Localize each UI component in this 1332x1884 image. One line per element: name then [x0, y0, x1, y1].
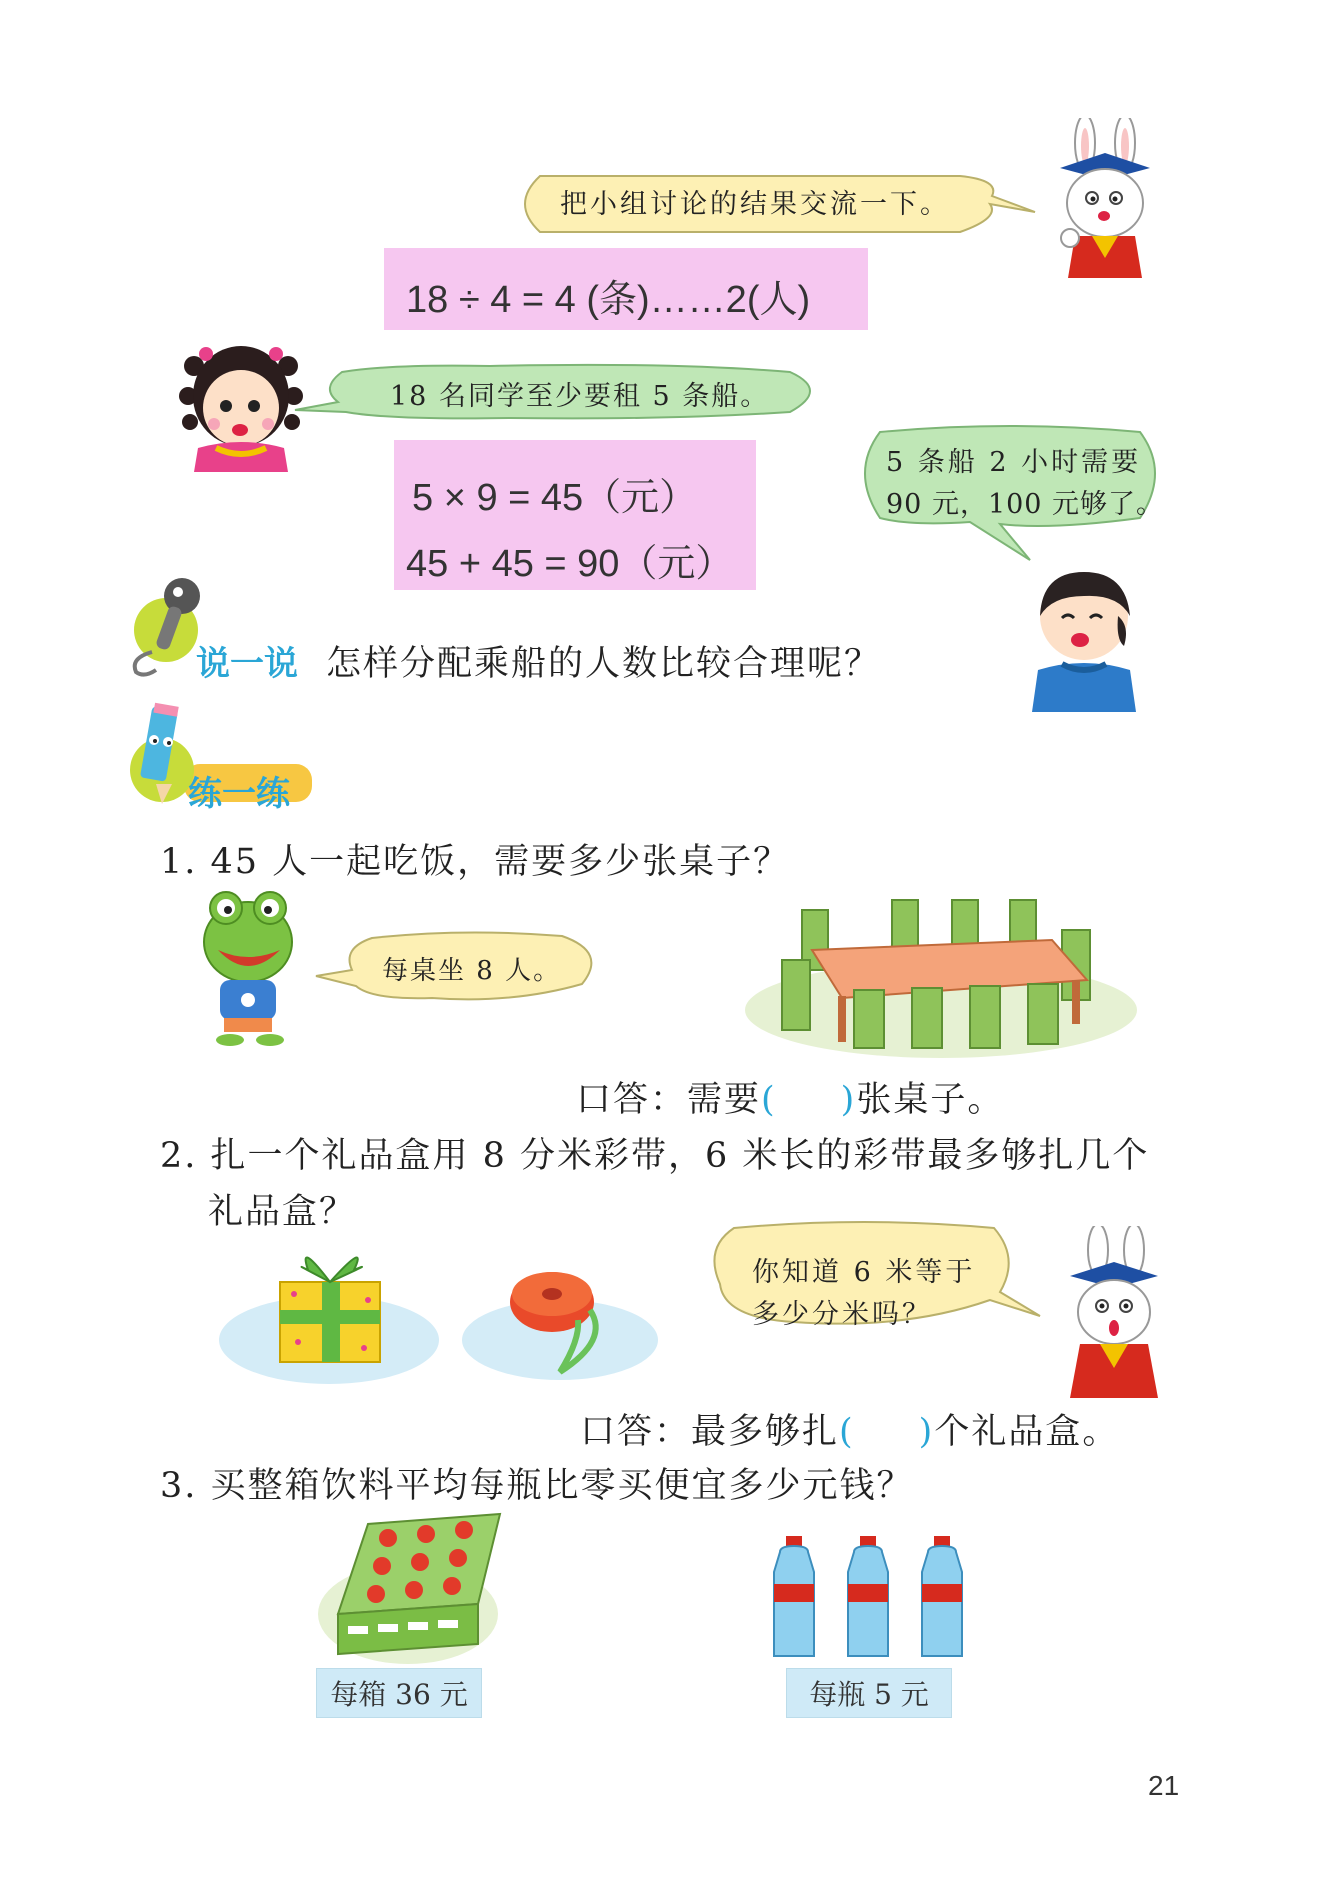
- boy-illustration: [1022, 566, 1152, 712]
- rabbit-graduate-illustration: [1040, 118, 1170, 288]
- answer-2-suffix: 个礼品盒。: [934, 1412, 1120, 1452]
- section-label-practice: 练一练: [188, 774, 290, 814]
- formula-multiply: 5 × 9 = 45（元）: [412, 477, 698, 519]
- price-tag-bottle: 每瓶 5 元: [786, 1668, 952, 1718]
- speak-question: 怎样分配乘船的人数比较合理呢？: [326, 644, 882, 684]
- problem-1-text: 1. 45 人一起吃饭，需要多少张桌子？: [160, 842, 791, 882]
- page-number: 21: [1148, 1770, 1180, 1801]
- bubble-text-rabbit-bottom-line2: 多少分米吗？: [752, 1299, 932, 1330]
- ribbon-roll-illustration: [460, 1240, 670, 1386]
- problem-2-text-line1: 2. 扎一个礼品盒用 8 分米彩带，6 米长的彩带最多够扎几个: [160, 1136, 1150, 1176]
- formula-division: 18 ÷ 4 = 4 (条)……2(人): [406, 279, 811, 321]
- problem-2-answer: [580, 1404, 1119, 1454]
- bubble-text-frog: 每桌坐 8 人。: [382, 956, 562, 986]
- water-bottles-illustration: [760, 1536, 970, 1660]
- problem-2-text-line2: 礼品盒？: [208, 1192, 357, 1232]
- section-label-speak: 说一说: [196, 644, 298, 684]
- answer-1-open-paren: (: [761, 1080, 777, 1120]
- answer-2-open-paren: (: [839, 1412, 855, 1452]
- problem-3-text: 3. 买整箱饮料平均每瓶比零买便宜多少元钱？: [160, 1466, 914, 1506]
- price-tag-box: 每箱 36 元: [316, 1668, 482, 1718]
- bubble-text-rabbit-top: 把小组讨论的结果交流一下。: [560, 189, 950, 220]
- table-with-chairs-illustration: [742, 890, 1140, 1060]
- bubble-text-boy-line1: 5 条船 2 小时需要: [886, 447, 1142, 478]
- answer-1-suffix: 张桌子。: [856, 1080, 1005, 1120]
- gift-box-illustration: [218, 1230, 440, 1386]
- girl-illustration: [176, 336, 306, 472]
- bubble-text-rabbit-bottom-line1: 你知道 6 米等于: [752, 1257, 976, 1288]
- drink-crate-illustration: [318, 1504, 508, 1664]
- rabbit-surprised-illustration: [1050, 1226, 1174, 1404]
- formula-add: 45 + 45 = 90（元）: [406, 543, 734, 585]
- frog-illustration: [196, 890, 300, 1048]
- bubble-text-girl: 18 名同学至少要租 5 条船。: [390, 381, 770, 412]
- answer-2-prefix: 口答：最多够扎: [580, 1412, 840, 1452]
- answer-2-close-paren: ): [918, 1412, 935, 1452]
- answer-1-prefix: 口答：需要: [576, 1080, 762, 1120]
- bubble-text-boy-line2: 90 元，100 元够了。: [886, 489, 1165, 520]
- problem-1-answer: [576, 1072, 1004, 1122]
- answer-1-close-paren: ): [840, 1080, 857, 1120]
